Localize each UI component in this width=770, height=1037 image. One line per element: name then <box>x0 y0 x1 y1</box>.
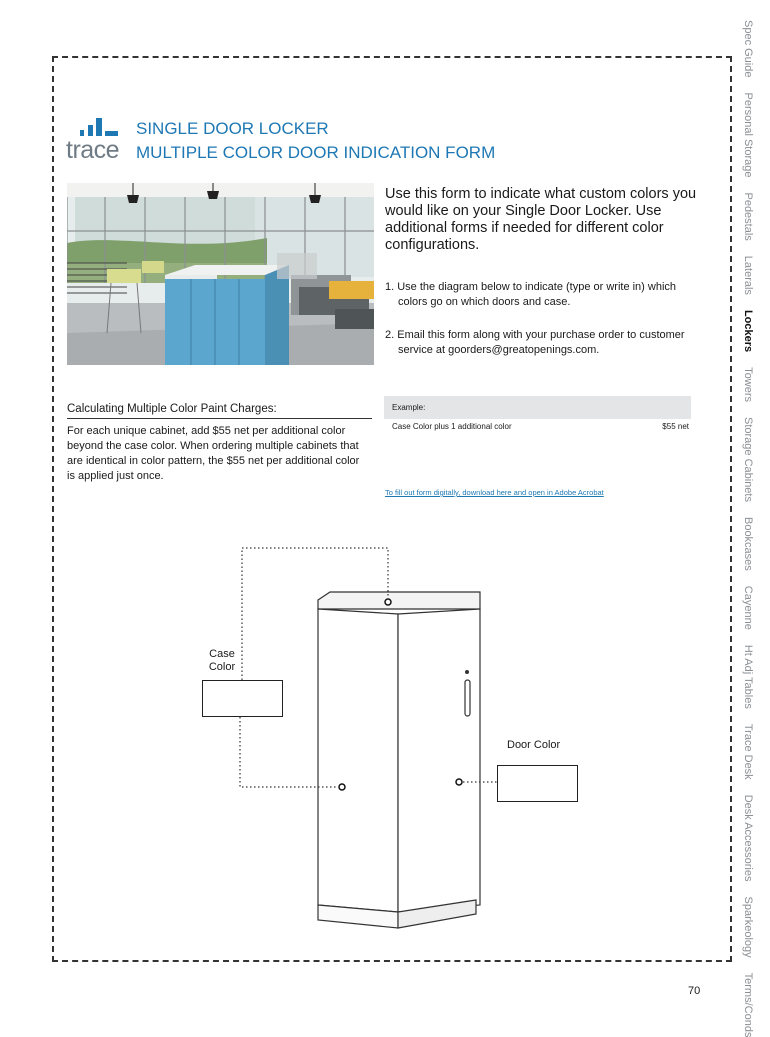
charges-text: For each unique cabinet, add $55 net per additional color beyond the case color. When ordering multiple cabinets that are identical in color pattern, the $55 net per additional color is applied just once. <box>67 425 360 482</box>
bars-icon <box>80 116 120 136</box>
sidebar-item[interactable]: Desk Accessories <box>742 794 754 882</box>
sidebar-item[interactable]: Spec Guide <box>742 20 754 78</box>
instruction-step: 2. Email this form along with your purchase order to customer service at goorders@greatopenings.com. <box>385 329 685 356</box>
case-color-label: Case Color <box>208 648 236 673</box>
sidebar-item[interactable]: Terms/Conds <box>742 972 754 1037</box>
sidebar-item[interactable]: Pedestals <box>742 192 754 241</box>
sidebar-item[interactable]: Personal Storage <box>742 92 754 178</box>
door-color-label: Door Color <box>507 739 561 751</box>
sidebar-item[interactable]: Trace Desk <box>742 723 754 780</box>
sidebar-item[interactable]: Bookcases <box>742 516 754 571</box>
sidebar-item[interactable]: Towers <box>742 367 754 402</box>
example-row <box>384 422 691 431</box>
locker-photo <box>67 183 374 365</box>
example-price: $55 net <box>662 422 689 431</box>
door-color-field[interactable] <box>497 765 578 802</box>
instruction-list <box>385 280 695 376</box>
title-line-1: SINGLE DOOR LOCKER <box>136 119 329 138</box>
charges-heading: Calculating Multiple Color Paint Charges: <box>67 403 372 419</box>
sidebar-item[interactable]: Ht Adj Tables <box>742 644 754 709</box>
instruction-step: 1. Use the diagram below to indicate (type or write in) which colors go on which doors and case. <box>385 281 677 308</box>
download-link[interactable]: To fill out form digitally, download here and open in Adobe Acrobat <box>385 488 604 497</box>
sidebar-item[interactable]: Sparkeology <box>742 896 754 958</box>
section-sidebar <box>737 20 759 1037</box>
example-label: Case Color plus 1 additional color <box>392 422 512 431</box>
case-color-field[interactable] <box>202 680 283 717</box>
logo-wordmark: trace <box>66 136 120 164</box>
sidebar-item[interactable]: Cayenne <box>742 585 754 630</box>
page-number: 70 <box>688 985 701 997</box>
sidebar-item[interactable]: Storage Cabinets <box>742 416 754 502</box>
sidebar-item[interactable]: Laterals <box>742 255 754 295</box>
trace-logo <box>66 112 126 162</box>
example-header: Example: <box>384 396 691 419</box>
title-line-2: MULTIPLE COLOR DOOR INDICATION FORM <box>136 143 496 162</box>
intro-text: Use this form to indicate what custom colors you would like on your Single Door Locker. Use additional forms if needed for different color configurations. <box>385 186 697 253</box>
sidebar-item[interactable]: Lockers <box>742 309 754 353</box>
page-title <box>136 117 495 165</box>
